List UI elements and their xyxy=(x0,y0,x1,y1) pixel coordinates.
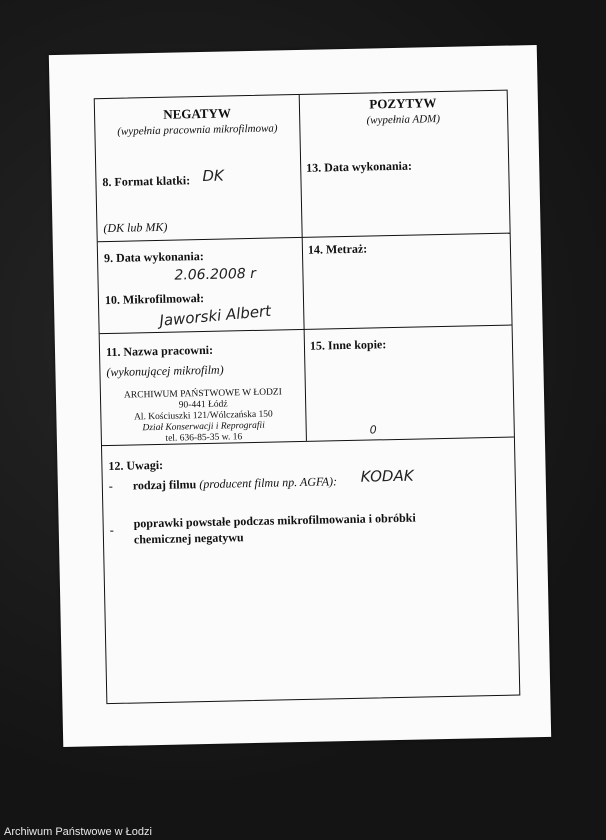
stamp-line: tel. 636-85-35 w. 16 xyxy=(165,432,243,444)
form-grid xyxy=(94,90,521,705)
microfilmed-by-signature: Jaworski Albert xyxy=(158,301,272,330)
negatyw-title: NEGATYW xyxy=(163,105,232,122)
microfilm-form-card xyxy=(49,45,551,747)
remark-film-type-text: rodzaj filmu xyxy=(132,477,197,493)
workshop-name-label: 11. Nazwa pracowni: xyxy=(105,342,214,360)
stamp-line: 90-441 Łódź xyxy=(178,399,228,411)
microfilmed-by-label: 10. Mikrofilmował: xyxy=(104,290,205,308)
metraz-label: 14. Metraż: xyxy=(307,241,368,257)
stamp-line: Dział Konserwacji i Reprografii xyxy=(142,420,265,434)
format-hint: (DK lub MK) xyxy=(103,219,168,236)
remark-bullet: - xyxy=(109,522,114,538)
remark-bullet: - xyxy=(108,478,113,494)
remark-film-type-note: (producent filmu np. AGFA): xyxy=(199,474,338,492)
footer-caption: Archiwum Państwowe w Łodzi xyxy=(4,826,152,838)
film-type-value: KODAK xyxy=(360,466,414,486)
pozytyw-subtitle: (wypełnia ADM) xyxy=(366,113,441,127)
format-value: DK xyxy=(202,166,224,185)
stamp-line: Al. Kościuszki 121/Wólczańska 150 xyxy=(133,409,273,423)
row-divider-1 xyxy=(98,233,510,243)
negatyw-date-label: 9. Data wykonania: xyxy=(103,248,204,266)
remark-corrections-line2: chemicznej negatywu xyxy=(133,530,244,547)
workshop-name-sublabel: (wykonującej mikrofilm) xyxy=(106,362,224,380)
pozytyw-title: POZYTYW xyxy=(369,95,437,112)
format-label: 8. Format klatki: xyxy=(102,173,191,190)
pozytyw-date-label: 13. Data wykonania: xyxy=(306,158,413,175)
stamp-line: ARCHIWUM PAŃSTWOWE W ŁODZI xyxy=(123,387,282,401)
negatyw-date-value: 2.06.2008 r xyxy=(174,265,257,284)
remark-corrections-line1: poprawki powstałe podczas mikrofilmowania i obróbki xyxy=(133,510,416,531)
other-copies-value: 0 xyxy=(369,423,377,437)
remark-film-type xyxy=(133,474,337,492)
archive-stamp xyxy=(101,387,306,446)
negatyw-subtitle: (wypełnia pracownia mikrofilmowa) xyxy=(117,122,278,138)
remarks-label: 12. Uwagi: xyxy=(108,457,164,474)
other-copies-label: 15. Inne kopie: xyxy=(309,337,387,353)
